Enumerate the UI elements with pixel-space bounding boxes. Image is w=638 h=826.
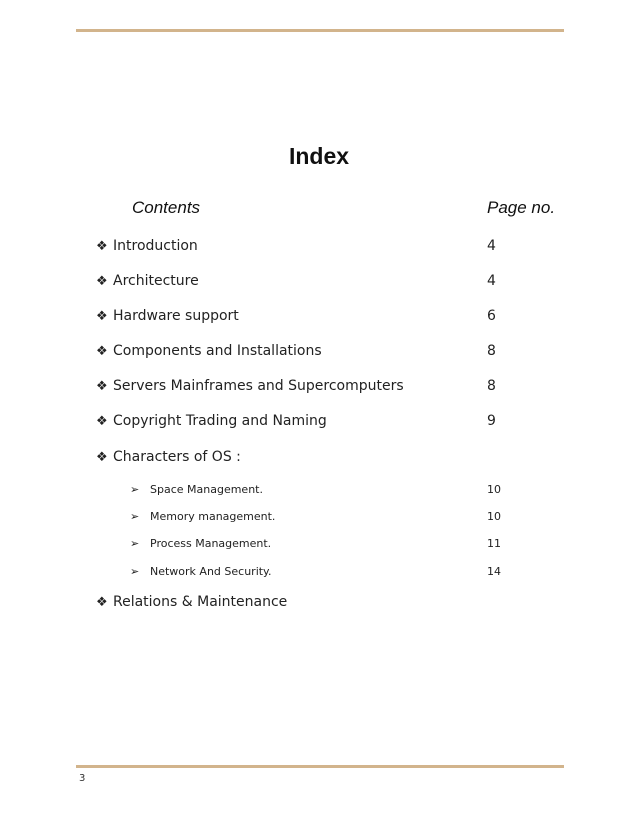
diamond-bullet-icon: ❖ [96, 595, 108, 610]
toc-entry-label: Servers Mainframes and Supercomputers [113, 378, 404, 394]
toc-subentry [130, 537, 271, 551]
footer-rule [76, 765, 564, 768]
toc-subentry-label: Memory management. [150, 510, 276, 523]
toc-entry-label: Hardware support [113, 308, 239, 324]
toc-entry-label: Introduction [113, 238, 198, 254]
toc-entry-page: 9 [487, 413, 496, 429]
toc-entry-label: Architecture [113, 273, 199, 289]
toc-subentry-page: 14 [487, 565, 501, 578]
diamond-bullet-icon: ❖ [96, 414, 108, 429]
diamond-bullet-icon: ❖ [96, 309, 108, 324]
diamond-bullet-icon: ❖ [96, 274, 108, 289]
toc-entry-page: 8 [487, 343, 496, 359]
toc-entry [96, 237, 198, 256]
toc-entry [96, 448, 241, 467]
toc-entry [96, 272, 199, 291]
diamond-bullet-icon: ❖ [96, 379, 108, 394]
toc-entry [96, 593, 287, 612]
diamond-bullet-icon: ❖ [96, 344, 108, 359]
toc-entry-label: Characters of OS : [113, 449, 241, 465]
toc-subentry-label: Space Management. [150, 483, 263, 496]
contents-header: Contents [132, 198, 201, 217]
toc-subentry-label: Process Management. [150, 537, 272, 550]
toc-subentry-page: 10 [487, 510, 501, 523]
toc-entry-label: Copyright Trading and Naming [113, 413, 327, 429]
toc-entry-label: Components and Installations [113, 343, 322, 359]
toc-entry [96, 307, 239, 326]
page-title: Index [288, 143, 350, 169]
toc-subentry [130, 510, 275, 524]
arrow-bullet-icon: ➢ [130, 565, 140, 578]
toc-entry-page: 4 [487, 273, 496, 289]
toc-subentry [130, 565, 272, 579]
toc-entry [96, 377, 404, 396]
toc-entry [96, 412, 327, 431]
arrow-bullet-icon: ➢ [130, 537, 140, 550]
toc-entry-page: 6 [487, 308, 496, 324]
toc-subentry-page: 10 [487, 483, 501, 496]
toc-entry [96, 342, 322, 361]
header-rule [76, 29, 564, 32]
footer-page-number: 3 [79, 773, 86, 784]
toc-entry-page: 4 [487, 238, 496, 254]
toc-subentry-label: Network And Security. [150, 565, 272, 578]
diamond-bullet-icon: ❖ [96, 450, 108, 465]
arrow-bullet-icon: ➢ [130, 510, 140, 523]
diamond-bullet-icon: ❖ [96, 239, 108, 254]
toc-subentry-page: 11 [487, 537, 501, 550]
page-number-header: Page no. [487, 198, 556, 217]
arrow-bullet-icon: ➢ [130, 483, 140, 496]
toc-subentry [130, 483, 263, 497]
toc-entry-page: 8 [487, 378, 496, 394]
toc-entry-label: Relations & Maintenance [113, 594, 288, 610]
